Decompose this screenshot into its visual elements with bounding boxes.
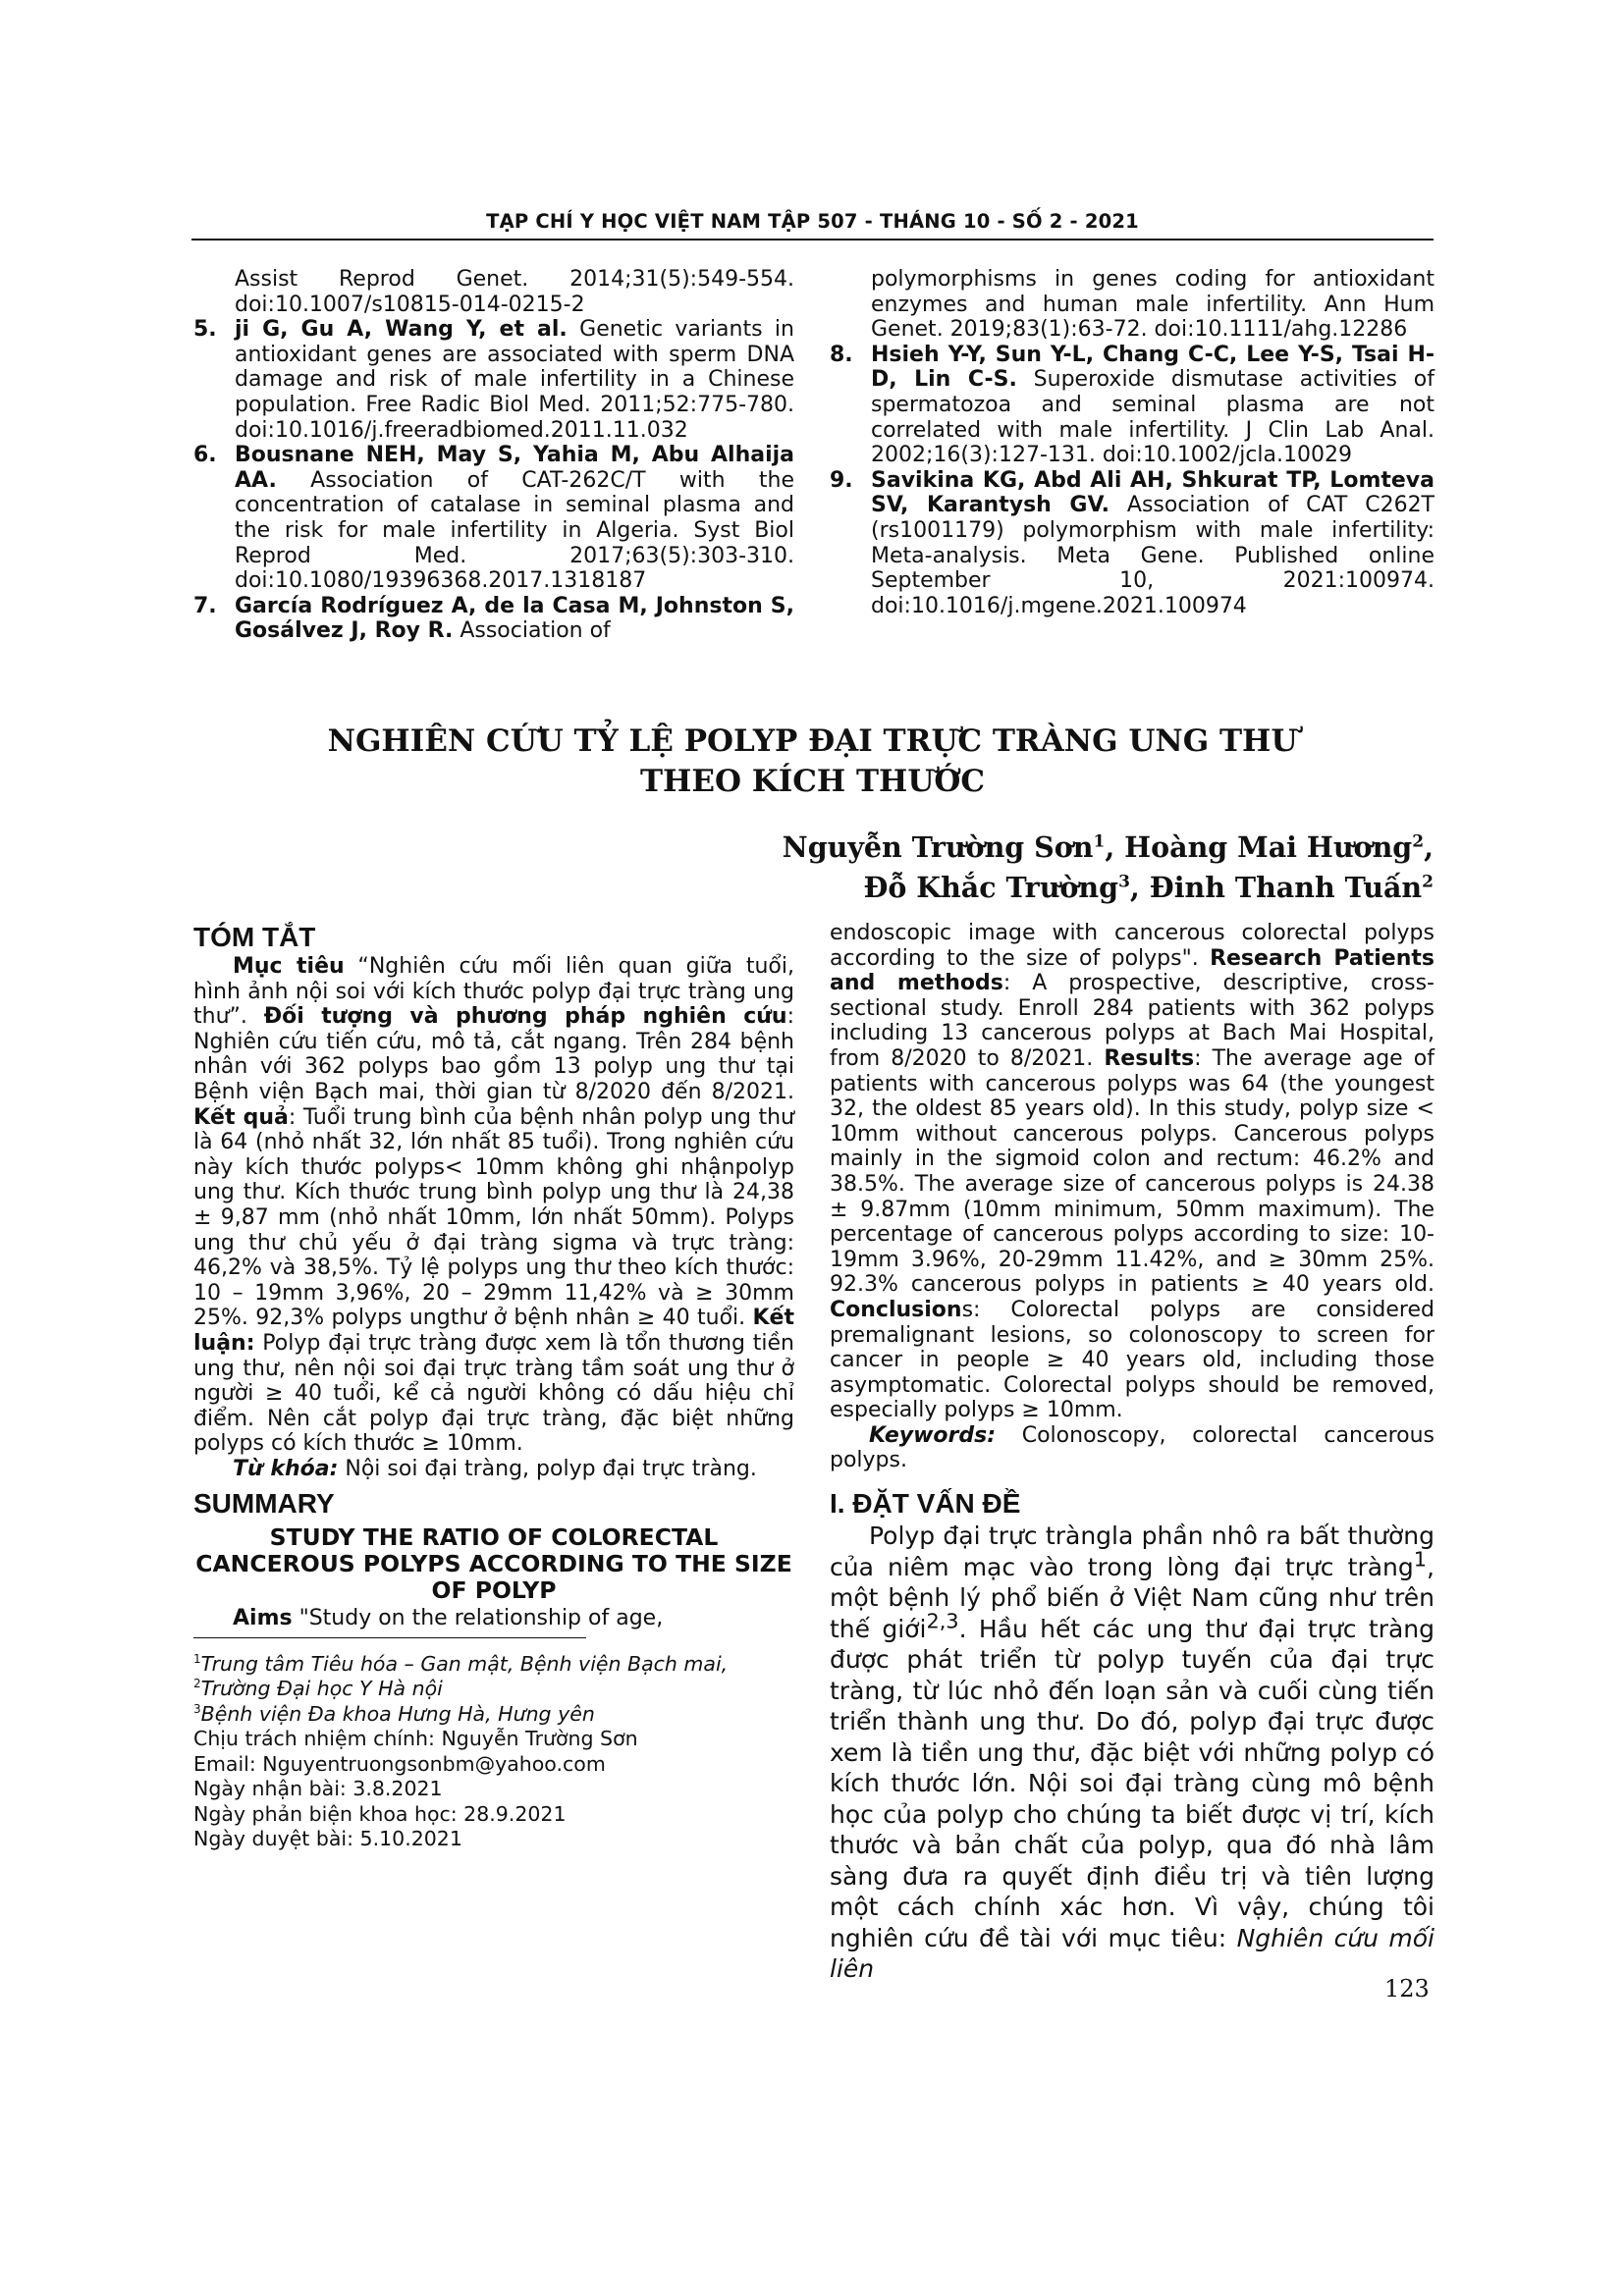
author-line	[783, 828, 1434, 868]
reference-authors: Savikina KG, Abd Ali AH, Shkurat TP, Lomteva SV, Karantysh GV.	[871, 467, 1435, 518]
intro-text: , một bệnh lý phổ biến ở Việt Nam cũng như trên thế giới	[830, 1552, 1435, 1643]
summary-paragraph-start	[193, 1606, 794, 1631]
intro-text: . Hầu hết các ung thư đại trực tràng được phát triển từ polyp tuyến của đại trực tràng, từ lúc nhỏ đến loạn sản và cuối cùng tiến triển thành ung thư. Do đó, polyp đại trực được xem là tiền ung thư, đặc biệt với những polyp có kích thước lớn. Nội soi đại tràng cùng mô bệnh học của polyp cho chúng ta biết được vị trí, kích thước và bản chất của polyp, qua đó nhà lâm sàng đưa ra quyết định điều trị và tiên lượng một cách chính xác hơn. Vì vậy, chúng tôi nghiên cứu đề tài với mục tiêu:	[830, 1614, 1435, 1952]
reference-7-continuation: polymorphisms in genes coding for antioxidant enzymes and human male infertility. Ann Hum Genet. 2019;83(1):63-72. doi:10.1111/ahg.12286	[871, 267, 1435, 343]
affiliation-mark: 3	[1118, 872, 1130, 892]
footnote-affiliation: Trường Đại học Y Hà nội	[200, 1677, 443, 1701]
reference-8	[830, 343, 1435, 468]
abstract-text: : Nghiên cứu tiến cứu, mô tả, cắt ngang. Trên 284 bệnh nhân với 362 polyps bao gồm 13 polyp ung thư tại Bệnh viện Bạch mai, thời gian từ 8/2020 đến 8/2021.	[193, 1004, 794, 1104]
article-title-line: THEO KÍCH THƯỚC	[639, 764, 986, 799]
summary-title: STUDY THE RATIO OF COLORECTAL CANCEROUS POLYPS ACCORDING TO THE SIZE OF POLYP	[195, 1523, 792, 1605]
summary-text: : A prospective, descriptive, cross-sectional study. Enroll 284 patients with 362 polyps including 13 cancerous polyps at Bach Mai Hospital, from 8/2020 to 8/2021.	[830, 971, 1435, 1071]
abstract-column-right	[830, 921, 1435, 1985]
reference-number: 6.	[193, 443, 217, 468]
affiliation-mark: 2	[1412, 831, 1425, 852]
footnote-line: Chịu trách nhiệm chính: Nguyễn Trường Sơn	[193, 1727, 638, 1751]
author-name: Nguyễn Trường Sơn	[782, 830, 1094, 864]
abstract-label: Đối tượng và phương pháp nghiên cứu	[263, 1004, 787, 1030]
article-title	[191, 721, 1434, 802]
header-rule	[191, 239, 1434, 240]
footnote-line: Ngày nhận bài: 3.8.2021	[193, 1777, 443, 1801]
author-separator: ,	[1105, 830, 1125, 864]
abstract-label: Kết quả	[193, 1104, 289, 1130]
citation-mark: 2,3	[926, 1609, 959, 1633]
author-line	[783, 868, 1434, 908]
footnote-line: Ngày phản biện khoa học: 28.9.2021	[193, 1801, 567, 1826]
reference-9	[830, 468, 1435, 619]
reference-number: 7.	[193, 593, 217, 618]
footnote-line	[193, 1652, 794, 1677]
author-separator: ,	[1424, 830, 1434, 864]
reference-text: Association of CAT-262C/T with the concentration of catalase in seminal plasma and the risk for male infertility in Algeria. Syst Biol Reprod Med. 2017;63(5):303-310. doi:10.1080/19396368.2017.1318187	[235, 467, 794, 594]
summary-label: Aims	[233, 1606, 293, 1631]
references-right	[830, 267, 1435, 618]
reference-text: Association of	[453, 618, 611, 644]
abstract-column-left	[193, 921, 794, 1851]
intro-paragraph	[830, 1521, 1435, 1985]
abstract-text: : Tuổi trung bình của bệnh nhân polyp ung thư là 64 (nhỏ nhất 32, lớn nhất 85 tuổi). Trong nghiên cứu này kích thước polyps< 10mm không ghi nhậnpolyp ung thư. Kích thước trung bình polyp ung thư là 24,38 ± 9,87 mm (nhỏ nhất 10mm, lớn nhất 50mm). Polyps ung thư chủ yếu ở đại tràng sigma và trực tràng: 46,2% và 38,5%. Tỷ lệ polyps ung thư theo kích thước: 10 – 19mm 3,96%, 20 – 29mm 11,42% và ≥ 30mm 25%. 92,3% polyps ungthư ở bệnh nhân ≥ 40 tuổi.	[193, 1104, 794, 1331]
summary-text: : The average age of patients with cancerous polyps was 64 (the youngest 32, the oldest 85 years old). In this study, polyp size < 10mm without cancerous polyps. Cancerous polyps mainly in the sigmoid colon and rectum: 46.2% and 38.5%. The average size of cancerous polyps is 24.38 ± 9.87mm (10mm minimum, 50mm maximum). The percentage of cancerous polyps according to size: 10-19mm 3.96%, 20-29mm 11.42%, and ≥ 30mm 25%. 92.3% cancerous polyps in patients ≥ 40 years old.	[830, 1045, 1435, 1298]
footnote-line	[193, 1702, 794, 1727]
footnotes	[193, 1652, 794, 1851]
abstract-label: Mục tiêu	[233, 954, 345, 979]
keywords-en	[830, 1423, 1435, 1473]
keywords-label: Từ khóa:	[233, 1456, 339, 1481]
intro-heading: I. ĐẶT VẤN ĐỀ	[830, 1488, 1021, 1520]
citation-mark: 1	[1413, 1547, 1428, 1572]
abstract-text: “Nghiên cứu mối liên quan giữa tuổi, hình ảnh nội soi với kích thước polyp đại trực tràng ung thư”.	[193, 954, 794, 1030]
summary-heading: SUMMARY	[193, 1488, 335, 1520]
page-number: 123	[1384, 1975, 1430, 2002]
summary-text: s: Colorectal polyps are considered premalignant lesions, so colonoscopy to screen for cancer in people ≥ 40 years old, including those asymptomatic. Colorectal polyps should be removed, especially polyps ≥ 10mm.	[830, 1297, 1435, 1423]
summary-text: endoscopic image with cancerous colorectal polyps according to the size of polyps".	[830, 921, 1435, 971]
summary-paragraph-cont	[830, 921, 1435, 1423]
summary-label: Conclusion	[830, 1297, 962, 1322]
abstract-text: Polyp đại trực tràng được xem là tổn thương tiền ung thư, nên nội soi đại trực tràng tầm soát ung thư ở người ≥ 40 tuổi, kể cả người không có dấu hiệu chỉ điểm. Nên cắt polyp đại trực tràng, đặc biệt những polyps có kích thước ≥ 10mm.	[193, 1330, 794, 1457]
affiliation-mark: 2	[1422, 872, 1434, 892]
intro-text: Polyp đại trực tràngla phần nhô ra bất thường của niêm mạc vào trong lòng đại trực tràng	[830, 1522, 1435, 1581]
abstract-label: Kết luận:	[193, 1306, 794, 1356]
references-left	[193, 267, 794, 644]
footnote-mark: 2	[193, 1677, 201, 1691]
author-name: Hoàng Mai Hương	[1124, 830, 1413, 864]
summary-label: Research Patients and methods	[830, 945, 1435, 996]
footnote-email: Email: Nguyentruongsonbm@yahoo.com	[193, 1751, 606, 1776]
reference-number: 5.	[193, 317, 217, 343]
author-name: Đỗ Khắc Trường	[863, 871, 1119, 904]
reference-authors: Bousnane NEH, May S, Yahia M, Abu Alhaija AA.	[235, 443, 794, 493]
reference-6	[193, 443, 794, 594]
reference-text: Superoxide dismutase activities of spermatozoa and seminal plasma are not correlated with male infertility. J Clin Lab Anal. 2002;16(3):127-131. doi:10.1002/jcla.10029	[871, 367, 1435, 468]
keywords-text: Nội soi đại tràng, polyp đại trực tràng.	[338, 1456, 757, 1481]
author-name: Đinh Thanh Tuấn	[1149, 871, 1423, 904]
abstract-paragraph	[193, 954, 794, 1457]
reference-4-continuation: Assist Reprod Genet. 2014;31(5):549-554. doi:10.1007/s10815-014-0215-2	[235, 267, 794, 317]
keywords-label: Keywords:	[869, 1422, 997, 1448]
summary-text: "Study on the relationship of age,	[292, 1606, 664, 1631]
footnote-mark: 3	[193, 1702, 201, 1717]
keywords-vi	[193, 1457, 794, 1482]
footnote-affiliation: Bệnh viện Đa khoa Hưng Hà, Hưng yên	[200, 1701, 595, 1726]
reference-5	[193, 317, 794, 443]
abstract-heading: TÓM TẮT	[193, 922, 316, 952]
author-list	[783, 828, 1434, 908]
footnote-line	[193, 1677, 794, 1701]
reference-number: 8.	[830, 342, 853, 367]
footnote-affiliation: Trung tâm Tiêu hóa – Gan mật, Bệnh viện Bạch mai,	[200, 1652, 729, 1677]
article-title-line: NGHIÊN CỨU TỶ LỆ POLYP ĐẠI TRỰC TRÀNG UNG THƯ	[327, 723, 1298, 759]
footnote-rule	[193, 1637, 586, 1638]
footnote-line: Ngày duyệt bài: 5.10.2021	[193, 1826, 462, 1850]
reference-text: Genetic variants in antioxidant genes are associated with sperm DNA damage and risk of male infertility in a Chinese population. Free Radic Biol Med. 2011;52:775-780. doi:10.1016/j.freeradbiomed.2011.11.032	[235, 317, 794, 443]
reference-number: 9.	[830, 467, 853, 493]
intro-text-italic: Nghiên cứu mối liên	[830, 1923, 1435, 1984]
keywords-text: Colonoscopy, colorectal cancerous polyps.	[830, 1422, 1435, 1473]
summary-label: Results	[1104, 1045, 1195, 1071]
intro-body	[830, 1521, 1435, 1985]
footnote-mark: 1	[193, 1652, 201, 1667]
reference-authors: Hsieh Y-Y, Sun Y-L, Chang C-C, Lee Y-S, Tsai H-D, Lin C-S.	[871, 342, 1435, 393]
author-separator: ,	[1129, 871, 1150, 904]
reference-7	[193, 594, 794, 644]
reference-authors: ji G, Gu A, Wang Y, et al.	[235, 317, 568, 343]
reference-authors: García Rodríguez A, de la Casa M, Johnston S, Gosálvez J, Roy R.	[235, 593, 794, 644]
affiliation-mark: 1	[1093, 831, 1106, 852]
reference-text: Association of CAT C262T (rs1001179) polymorphism with male infertility: Meta-analysis. Meta Gene. Published online September 10, 2021:100974. doi:10.1016/j.mgene.2021.100974	[871, 493, 1435, 618]
journal-header: TẠP CHÍ Y HỌC VIỆT NAM TẬP 507 - THÁNG 10 - SỐ 2 - 2021	[486, 210, 1139, 233]
